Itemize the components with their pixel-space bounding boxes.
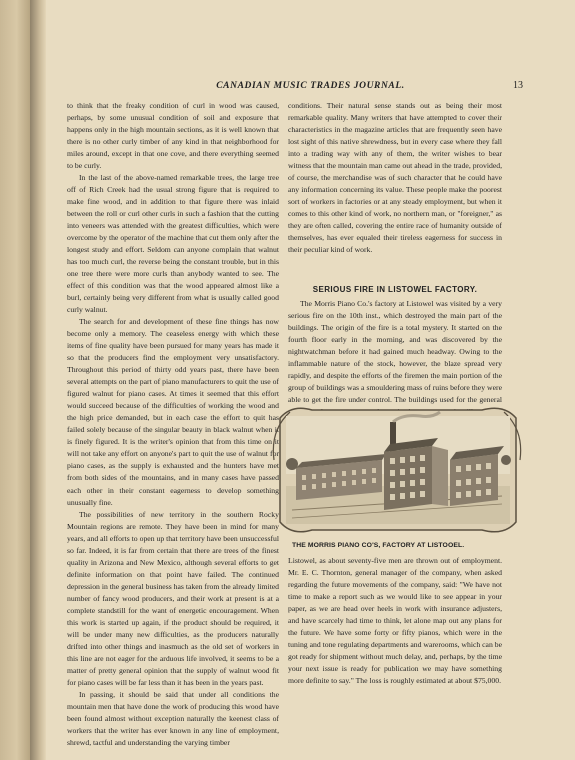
right-column-bottom — [288, 555, 502, 687]
facing-page-edge — [0, 0, 30, 760]
paragraph: The possibilities of new territory in the southern Rocky Mountain regions are remote. They have been in mind for many years, and all efforts to open up that territory have been unsuccessful so far. Indeed, it is far from certain that there are trees of the finest quality in Arizona and New Mexico, although several efforts to get definite information on that point have failed. The continued depression in the general business has taken from the already limited number of fancy wood producers, and their work at present is at a complete standstill for the want of energetic encouragement. When this work is started up again, if the product should be required, it will be under many new difficulties, as the producers naturally drifted into other things and inasmuch as the old set of workers in this line are not eager for the arduous life involved, it seems to be a matter of pretty general opinion that the supply of walnut wood fit for piano cases will be far less than it has been in the years past. — [67, 509, 279, 687]
paragraph: to think that the freaky condition of curl in wood was caused, perhaps, by some unusual condition of soil and exposure that happens only in the high mountain sections, as it is well known that there is no other curly timber of any kind in that neighborhood for miles around, except in that one cove, and there everything seemed to be curly. — [67, 101, 279, 171]
paragraph: In passing, it should be said that under all conditions the mountain men that have done the work of producing this wood have been found almost without exception naturally the keenest class of workers that the writer has ever known in any line of employment, shrewd, tactful and understanding the varying timber — [67, 689, 279, 747]
magazine-page — [46, 0, 575, 760]
paragraph: conditions. Their natural sense stands out as being their most remarkable quality. Many writers that have attempted to cover their characteristics in the magazine articles that are frequently seen have lost sight of this native shrewdness, but in every case where they fall into a trading way with any of them, the writer wishes to bear witness that the mountain man came out ahead in the trade, provided, of course, the merchandise was of such character that he could have any information concerning its value. These people make the poorest sort of workers in factories or at any steady employment, but when it comes to this other kind of work, no northern man, or "foreigner," as they are often called, covering the entire race of humanity outside of themselves, has ever equaled their tireless eagerness for success in their peculiar kind of work. — [288, 101, 502, 255]
paragraph: In the last of the above-named remarkable trees, the large tree off of Rich Creek had the usual strong figure that is required to make fine wood, and in addition to that figure there was inlaid between the roll or curl other curls in such a fashion that the cutting into veneers was attended with the greatest difficulties, which were overcome by the operator of the machine that cut them only after the longest study and effort. Seldom can anyone complain that walnut has too much curl, the reverse being the constant trouble, but in this one tree there were more curls than anybody wanted to see. The effect of this condition was that the wood appeared almost like a burl, certainly being very different from what is usually called good curly walnut. — [67, 173, 279, 315]
right-column-top — [288, 100, 502, 256]
paragraph: Listowel, as about seventy-five men are thrown out of employment. Mr. E. C. Thornton, general manager of the company, when asked regarding the future movements of the company, said: "We have not time to make a report such as we would like to see appear in your paper, as we are head over heels in work with insurance adjusters, and have scarcely had time to think, let alone map out any plans for the future. We have some forty or fifty pianos, which were in the tuning and tone regulating departments and warerooms, which can be got ready for shipment without much delay, and, perhaps, by the time your next issue is ready for publication we may have something more definite to say." The loss is roughly estimated at about $75,000. — [288, 556, 502, 686]
book-gutter — [30, 0, 46, 760]
figure-caption: THE MORRIS PIANO CO'S, FACTORY AT LISTOOEL. — [292, 542, 465, 549]
running-header: CANADIAN MUSIC TRADES JOURNAL. — [216, 81, 405, 91]
left-column — [67, 100, 279, 749]
paragraph: The search for and development of these fine things has now become only a memory. The ceaseless energy with which these items of fine quality have been pursued for many years has made it so that the producers find the employment very unsatisfactory. Throughout this period of thirty odd years past, there have been several attempts on the part of piano manufacturers to quit the use of figured walnut for piano cases. At times it seemed that this effort would succeed because of the difficulties of working the wood and the high price demanded, but in each case the effort to quit has failed solely because of the singular beauty in black walnut when it is finely figured. It is the writer's opinion that from this time on it will not take any effort on anyone's part to quit the use of walnut for piano cases, as the supply is exhausted and the hunters have met from both sides of the mountains, and in many cases have passed each other in their constant eagerness to develop something unusually fine. — [67, 317, 279, 507]
factory-illustration — [272, 400, 522, 540]
paragraph: The Morris Piano Co.'s factory at Listowel was visited by a very serious fire on the 10th inst., which destroyed the main part of the buildings. The origin of the fire is a total mystery. It started on the fourth floor early in the morning, and was discovered by the nightwatchman before it had gained much headway. Owing to the inflammable nature of the stock, however, the blaze spread very rapidly, and despite the efforts of the firemen the main portion of the group of buildings was a smouldering mass of ruins before they were able to get the fire under control. The buildings used for the general — [288, 299, 502, 405]
page-number: 13 — [513, 80, 523, 91]
article-heading: SERIOUS FIRE IN LISTOWEL FACTORY. — [312, 285, 478, 294]
